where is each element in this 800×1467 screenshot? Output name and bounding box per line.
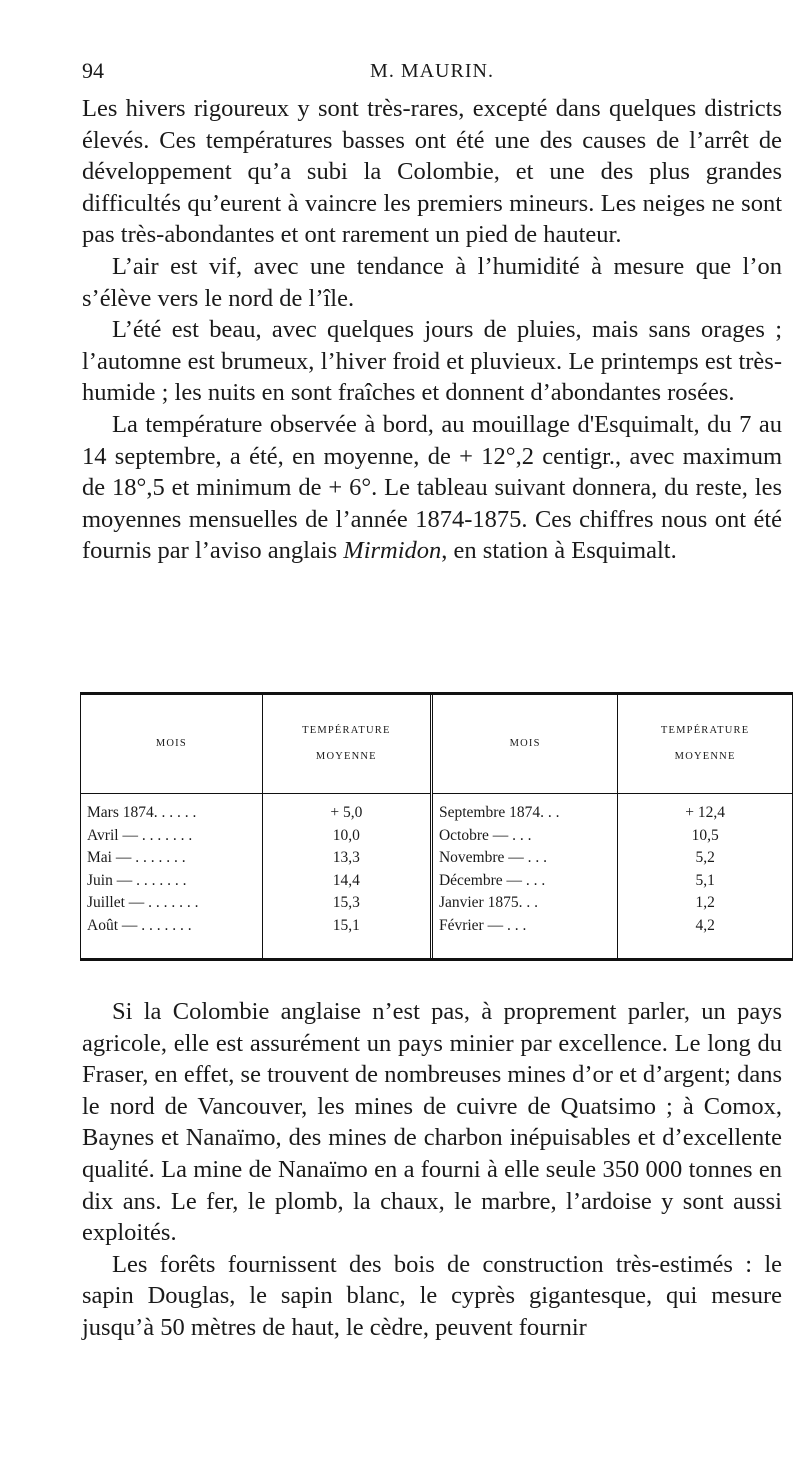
header-temperature-left-line2: MOYENNE xyxy=(315,751,377,762)
temperature-cell: 5,1 xyxy=(618,870,792,892)
month-cell: Septembre 1874. . . xyxy=(431,794,617,825)
temperature-cell: 14,4 xyxy=(262,870,431,892)
paragraph-air: L’air est vif, avec une tendance à l’humidité à mesure que l’on s’élève vers le nord de l’île. xyxy=(82,252,782,312)
text-block-bottom xyxy=(82,996,782,1344)
paragraph-mining: Si la Colombie anglaise n’est pas, à proprement parler, un pays agricole, elle est assurément un pays minier par excellence. Le long du Fraser, en effet, se trouvent de nombreuses mines d’or et d’argent; dans le nord de Vancouver, les mines de cuivre de Quatsimo ; à Comox, Baynes et Nanaïmo, des mines de charbon inépuisables et d’excellente qualité. La mine de Nanaïmo en a fourni à elle seule 350 000 tonnes en dix ans. Le fer, le plomb, la chaux, le marbre, l’ardoise y sont aussi exploités. xyxy=(82,998,782,1247)
header-temperature-left-line1: TEMPÉRATURE xyxy=(302,725,391,736)
table-row xyxy=(81,870,792,892)
month-cell: Octobre — . . . xyxy=(431,825,617,847)
table-row xyxy=(81,847,792,869)
month-cell: Mars 1874. . . . . . xyxy=(87,804,197,821)
paragraph-winters: Les hivers rigoureux y sont très-rares, excepté dans quelques districts élevés. Ces températures basses ont été une des causes de l’arrêt de développement qu’a subi la Colombie, et une des plus grandes difficultés qu’eurent à vaincre les premiers mineurs. Les neiges ne sont pas très-abondantes et ont rarement un pied de hauteur. xyxy=(82,95,782,249)
temperature-cell: 10,0 xyxy=(262,825,431,847)
paragraph-temperature xyxy=(82,409,782,567)
table-row xyxy=(81,825,792,847)
table-row xyxy=(81,915,792,958)
running-head: M. MAURIN. xyxy=(370,60,494,82)
header-temperature-left xyxy=(262,695,431,794)
month-cell: Décembre — . . . xyxy=(431,870,617,892)
table-row xyxy=(81,794,792,825)
temperature-cell: 15,1 xyxy=(262,915,431,958)
paragraph-seasons: L’été est beau, avec quelques jours de pluies, mais sans orages ; l’automne est brumeux, l’hiver froid et pluvieux. Le printemps est très-humide ; les nuits en sont fraîches et donnent d’abondantes rosées. xyxy=(82,316,782,407)
temperature-cell: 15,3 xyxy=(262,892,431,914)
header-temperature-right-line1: TEMPÉRATURE xyxy=(660,725,750,736)
header-mois-left: MOIS xyxy=(81,695,262,794)
temperature-cell: 5,2 xyxy=(618,847,792,869)
table-row xyxy=(81,892,792,914)
month-cell: Juin — . . . . . . . xyxy=(87,871,187,889)
temperature-cell: 4,2 xyxy=(618,915,792,958)
temperature-cell: + 12,4 xyxy=(618,794,792,825)
page-number: 94 xyxy=(82,58,104,83)
page-header xyxy=(82,58,782,92)
month-cell: Août — . . . . . . . xyxy=(87,916,192,934)
text-block-top xyxy=(82,93,782,567)
temperature-cell: 13,3 xyxy=(262,847,431,869)
month-cell: Janvier 1875. . . xyxy=(431,892,617,914)
temperature-cell: 1,2 xyxy=(618,892,792,914)
temperature-cell: + 5,0 xyxy=(262,794,431,825)
month-cell: Juillet — . . . . . . . xyxy=(87,894,199,912)
header-temperature-right xyxy=(618,695,792,794)
temperature-cell: 10,5 xyxy=(618,825,792,847)
month-cell: Avril — . . . . . . . xyxy=(87,826,193,844)
header-mois-right: MOIS xyxy=(431,695,617,794)
month-cell: Novembre — . . . xyxy=(431,847,617,869)
ship-name: Mirmidon xyxy=(343,537,442,565)
paragraph-temperature-text: La température observée à bord, au mouillage d'Esquimalt, du 7 au 14 septembre, a été, en moyenne, de + 12°,2 centigr., avec maximum de 18°,5 et minimum de + 6°. Le tableau suivant donnera, du reste, les moyennes mensuelles de l’année 1874-1875. Ces chiffres nous ont été fournis par l’aviso anglais xyxy=(82,410,782,565)
month-cell: Février — . . . xyxy=(431,915,617,958)
paragraph-temperature-end: , en station à Esquimalt. xyxy=(441,537,677,565)
temperature-table xyxy=(80,692,793,961)
paragraph-forests: Les forêts fournissent des bois de construction très-estimés : le sapin Douglas, le sapin blanc, le cyprès gigantesque, qui mesure jusqu’à 50 mètres de haut, le cèdre, peuvent fournir xyxy=(82,1250,782,1341)
month-cell: Mai — . . . . . . . xyxy=(87,849,186,867)
header-temperature-right-line2: MOYENNE xyxy=(674,751,736,762)
